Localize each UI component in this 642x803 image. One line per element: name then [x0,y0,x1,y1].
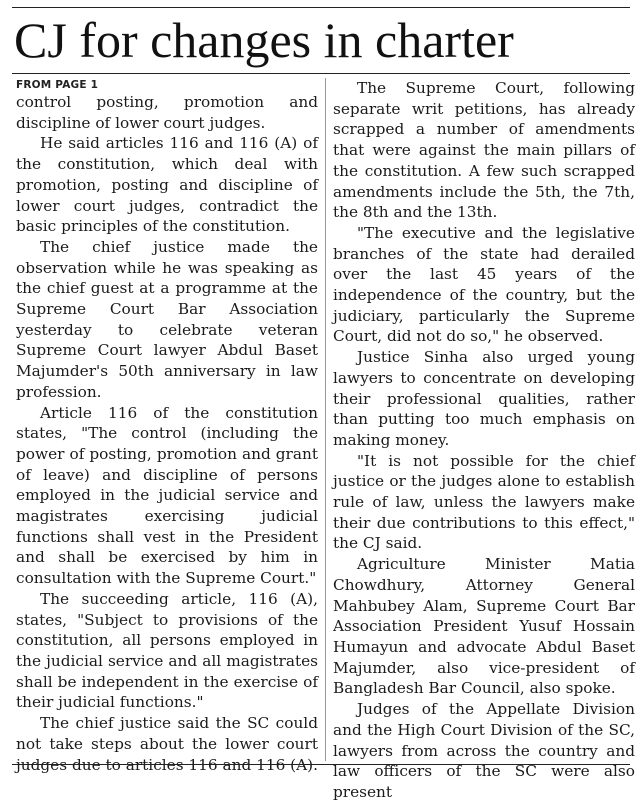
bottom-rule [12,764,630,765]
paragraph: The Supreme Court, following separate writ petitions, has already scrapped a number of amendments that were against the main pillars of the constitution. A few such scrapped amendments include the 5th, the 7th, the 8th and the 13th. [333,79,635,222]
paragraph: The chief justice made the observation while he was speaking as the chief guest at a programme at the Supreme Court Bar Association yesterday to celebrate veteran Supreme Court lawyer Abdul Baset Majumder's 50th anniversary in law profession. [16,237,318,401]
paragraph: The succeeding article, 116 (A), states, "Subject to provisions of the constitution, all persons employed in the judicial service and all magistrates shall be independent in the exercise of their judicial functions." [16,589,318,712]
paragraph: Article 116 of the constitution states, "The control (including the power of posting, promotion and grant of leave) and discipline of persons employed in the judicial service and magistrates exercising judicial functions shall vest in the President and shall be exercised by him in consultation with the Supreme Court." [16,403,318,588]
paragraph: He said articles 116 and 116 (A) of the constitution, which deal with promotion, posting and discipline of lower court judges, contradict the basic principles of the constitution. [16,134,318,236]
jump-label: FROM PAGE 1 [16,79,99,91]
paragraph: control posting, promotion and discipline of lower court judges. [16,93,318,132]
column-divider [325,78,326,761]
article-column-right [333,78,635,803]
paragraph: Judges of the Appellate Division and the High Court Division of the SC, lawyers from across the country and law officers of the SC were also present [333,700,635,801]
top-rule [12,7,630,8]
headline-rule [12,73,630,74]
article-column-left [16,78,318,775]
paragraph: The chief justice said the SC could not take steps about the lower court judges due to articles 116 and 116 (A). [16,714,319,774]
paragraph: "The executive and the legislative branches of the state had derailed over the last 45 years of the independence of the country, but the judiciary, particularly the Supreme Court, did not do so," he observed. [333,223,635,346]
paragraph: Agriculture Minister Matia Chowdhury, Attorney General Mahbubey Alam, Supreme Court Bar Association President Yusuf Hossain Humayun and advocate Abdul Baset Majumder, also vice-president of Bangladesh Bar Council, also spoke. [333,555,635,698]
headline: CJ for changes in charter [14,12,514,68]
paragraph: "It is not possible for the chief justice or the judges alone to establish rule of law, unless the lawyers make their due contributions to this effect," the CJ said. [333,451,635,553]
paragraph: Justice Sinha also urged young lawyers to concentrate on developing their professional qualities, rather than putting too much emphasis on making money. [333,348,635,449]
